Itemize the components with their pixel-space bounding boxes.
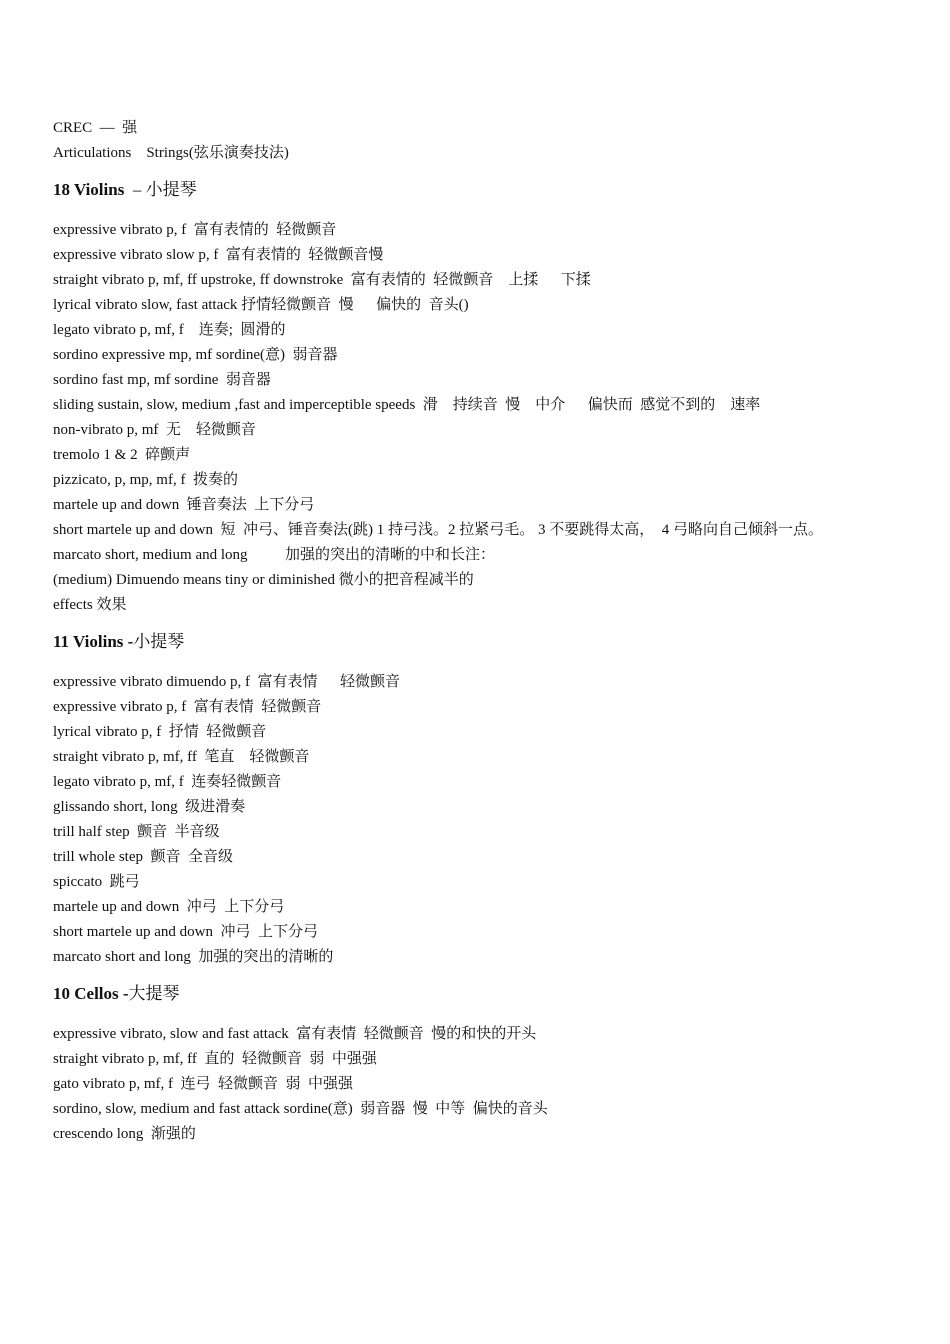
list-item: effects 效果 bbox=[53, 597, 127, 613]
list-item: gato vibrato p, mf, f 连弓 轻微颤音 弱 中强强 bbox=[53, 1076, 353, 1092]
section-heading bbox=[53, 981, 933, 1006]
intro-line-crec: CREC — 强 bbox=[53, 120, 138, 136]
list-item: straight vibrato p, mf, ff 直的 轻微颤音 弱 中强强 bbox=[53, 1051, 377, 1067]
list-item: martele up and down 冲弓 上下分弓 bbox=[53, 899, 285, 915]
section-18-violins bbox=[53, 177, 933, 618]
list-item: tremolo 1 & 2 碎颤声 bbox=[53, 447, 191, 463]
section-heading-title: 10 Cellos - bbox=[53, 984, 129, 1003]
section-heading-subtitle: – 小提琴 bbox=[124, 180, 197, 199]
list-item: short martele up and down 短 冲弓、锤音奏法(跳) 1 持弓浅。2 拉紧弓毛。 3 不要跳得太高， 4 弓略向自己倾斜一点。 bbox=[53, 522, 823, 538]
list-item: lyrical vibrato p, f 抒情 轻微颤音 bbox=[53, 724, 267, 740]
list-item: expressive vibrato p, f 富有表情 轻微颤音 bbox=[53, 699, 322, 715]
list-item: expressive vibrato dimuendo p, f 富有表情 轻微颤音 bbox=[53, 674, 401, 690]
section-heading-subtitle: 大提琴 bbox=[128, 984, 180, 1003]
list-item: glissando short, long 级进滑奏 bbox=[53, 799, 246, 815]
list-item: sordino fast mp, mf sordine 弱音器 bbox=[53, 372, 271, 388]
section-heading bbox=[53, 629, 933, 654]
intro-line-articulations: Articulations Strings(弦乐演奏技法) bbox=[53, 145, 289, 161]
section-heading bbox=[53, 177, 933, 202]
section-heading-title: 11 Violins - bbox=[53, 632, 134, 651]
list-item: pizzicato, p, mp, mf, f 拨奏的 bbox=[53, 472, 238, 488]
section-heading-subtitle: 小提琴 bbox=[133, 632, 185, 651]
list-item: expressive vibrato slow p, f 富有表情的 轻微颤音慢 bbox=[53, 247, 384, 263]
list-item: marcato short, medium and long 加强的突出的清晰的中和长注： bbox=[53, 547, 496, 563]
list-item: non-vibrato p, mf 无 轻微颤音 bbox=[53, 422, 256, 438]
list-item: marcato short and long 加强的突出的清晰的 bbox=[53, 949, 334, 965]
list-item: short martele up and down 冲弓 上下分弓 bbox=[53, 924, 318, 940]
list-item: martele up and down 锤音奏法 上下分弓 bbox=[53, 497, 315, 513]
list-item: straight vibrato p, mf, ff upstroke, ff downstroke 富有表情的 轻微颤音 上揉 下揉 bbox=[53, 272, 591, 288]
list-item: spiccato 跳弓 bbox=[53, 874, 140, 890]
list-item: trill whole step 颤音 全音级 bbox=[53, 849, 233, 865]
section-heading-title: 18 Violins bbox=[53, 180, 125, 199]
list-item: crescendo long 渐强的 bbox=[53, 1126, 196, 1142]
list-item: sliding sustain, slow, medium ,fast and imperceptible speeds 滑 持续音 慢 中介 偏快而 感觉不到的 速率 bbox=[53, 397, 761, 413]
list-item: expressive vibrato, slow and fast attack 富有表情 轻微颤音 慢的和快的开头 bbox=[53, 1026, 537, 1042]
list-item: expressive vibrato p, f 富有表情的 轻微颤音 bbox=[53, 222, 337, 238]
list-item: lyrical vibrato slow, fast attack 抒情轻微颤音 慢 偏快的 音头() bbox=[53, 297, 469, 313]
document-page bbox=[53, 116, 933, 1147]
list-item: legato vibrato p, mf, f 连奏; 圆滑的 bbox=[53, 322, 286, 338]
section-10-cellos bbox=[53, 981, 933, 1147]
section-11-violins bbox=[53, 629, 933, 970]
list-item: straight vibrato p, mf, ff 笔直 轻微颤音 bbox=[53, 749, 310, 765]
list-item: trill half step 颤音 半音级 bbox=[53, 824, 220, 840]
list-item: sordino, slow, medium and fast attack sordine(意) 弱音器 慢 中等 偏快的音头 bbox=[53, 1101, 548, 1117]
list-item: legato vibrato p, mf, f 连奏轻微颤音 bbox=[53, 774, 282, 790]
list-item: sordino expressive mp, mf sordine(意) 弱音器 bbox=[53, 347, 338, 363]
list-item: (medium) Dimuendo means tiny or diminished 微小的把音程减半的 bbox=[53, 572, 474, 588]
